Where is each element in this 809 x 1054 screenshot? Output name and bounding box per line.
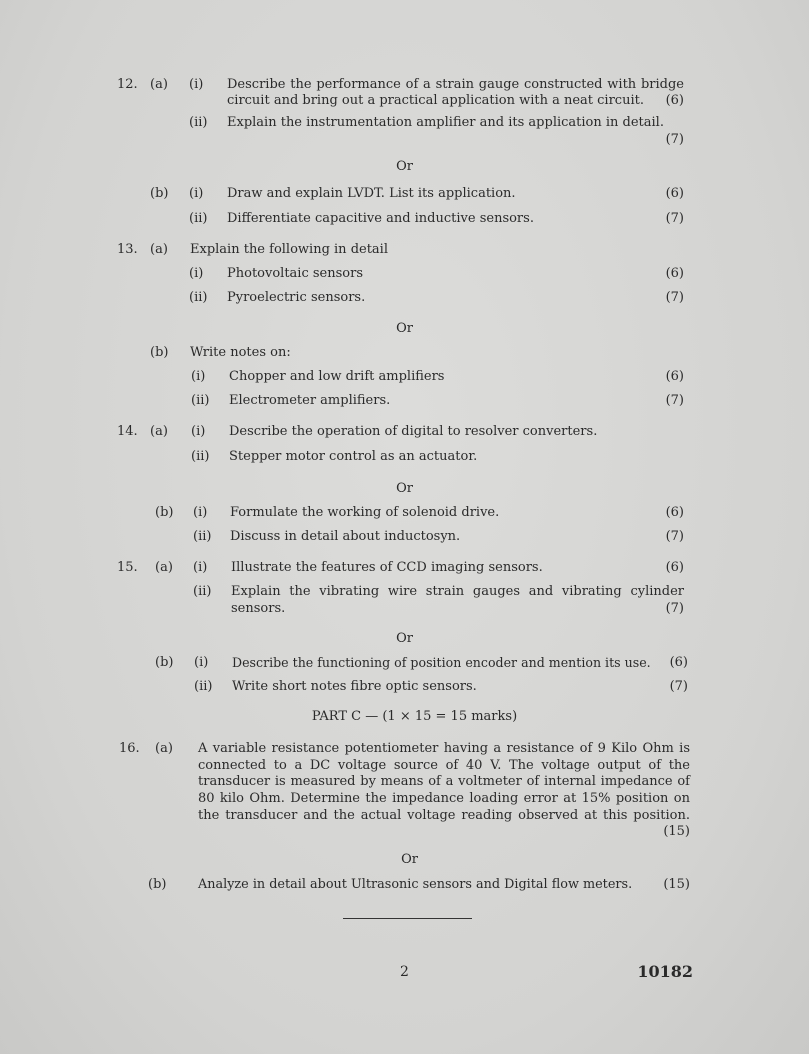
subpart-label: (ii) [189,290,208,305]
question-number: 14. [117,424,138,439]
subpart-label: (i) [189,266,204,281]
question-text: Describe the operation of digital to resolver converters. [229,424,598,439]
question-text: transducer is measured by means of a voltmeter of internal impedance of [198,774,690,789]
marks: (7) [669,679,688,694]
page-number: 2 [400,964,409,980]
marks: (6) [665,505,684,520]
part-label: (b) [155,505,174,520]
question-text: Chopper and low drift amplifiers [229,369,445,384]
subpart-label: (ii) [193,584,212,599]
part-label: (b) [150,186,169,201]
end-rule [343,918,472,919]
question-text: Analyze in detail about Ultrasonic sensors and Digital flow meters. [198,877,633,892]
subpart-label: (i) [189,77,204,92]
question-text: Formulate the working of solenoid drive. [230,505,500,520]
question-text: Discuss in detail about inductosyn. [230,529,461,544]
question-text: A variable resistance potentiometer having a resistance of 9 Kilo Ohm is [198,741,690,756]
subpart-label: (ii) [189,115,208,130]
section-heading: PART C — (1 × 15 = 15 marks) [311,709,518,724]
question-text: Write notes on: [190,345,291,360]
question-text: Stepper motor control as an actuator. [229,449,478,464]
question-text: Pyroelectric sensors. [227,290,366,305]
marks: (6) [665,266,684,281]
subpart-label: (i) [194,655,209,670]
question-text: Explain the instrumentation amplifier and its application in detail. [227,115,664,130]
question-number: 16. [119,741,140,756]
marks: (7) [665,601,684,616]
subpart-label: (ii) [194,679,213,694]
subpart-label: (i) [191,369,206,384]
question-text: Describe the performance of a strain gauge constructed with bridge [227,77,684,92]
or-separator: Or [396,159,413,174]
question-text: sensors. [231,601,286,616]
part-label: (b) [148,877,167,892]
question-text: Illustrate the features of CCD imaging sensors. [231,560,543,575]
question-text: Write short notes fibre optic sensors. [232,679,477,694]
or-separator: Or [396,321,413,336]
or-separator: Or [396,481,413,496]
question-text: Electrometer amplifiers. [229,393,391,408]
marks: (6) [665,93,684,108]
question-text: circuit and bring out a practical application with a neat circuit. [227,93,644,108]
or-separator: Or [396,631,413,646]
question-number: 15. [117,560,138,575]
marks: (15) [663,824,690,839]
question-number: 12. [117,77,138,92]
question-number: 13. [117,242,138,257]
part-label: (a) [155,741,173,756]
marks: (6) [669,655,688,670]
subpart-label: (i) [193,560,208,575]
part-label: (a) [150,242,168,257]
marks: (7) [665,393,684,408]
part-label: (a) [155,560,173,575]
marks: (7) [665,529,684,544]
part-label: (b) [155,655,174,670]
marks: (7) [665,211,684,226]
question-text: Explain the following in detail [190,242,388,257]
or-separator: Or [401,852,418,867]
marks: (7) [665,132,684,147]
subpart-label: (i) [193,505,208,520]
question-text: Draw and explain LVDT. List its application. [227,186,516,201]
subpart-label: (ii) [193,529,212,544]
subpart-label: (ii) [191,449,210,464]
question-text: Differentiate capacitive and inductive sensors. [227,211,534,226]
question-text: 80 kilo Ohm. Determine the impedance loading error at 15% position on [198,791,690,806]
part-label: (a) [150,424,168,439]
question-text: Explain the vibrating wire strain gauges and vibrating cylinder [231,584,684,599]
question-text: Photovoltaic sensors [227,266,363,281]
paper-code: 10182 [637,962,693,981]
marks: (6) [665,369,684,384]
marks: (6) [665,560,684,575]
subpart-label: (ii) [191,393,210,408]
question-text: the transducer and the actual voltage reading observed at this position. [198,808,690,823]
marks: (6) [665,186,684,201]
part-label: (a) [150,77,168,92]
subpart-label: (ii) [189,211,208,226]
question-text: connected to a DC voltage source of 40 V. The voltage output of the [198,758,690,773]
marks: (15) [663,877,690,892]
question-text: Describe the functioning of position encoder and mention its use. [232,655,651,670]
marks: (7) [665,290,684,305]
subpart-label: (i) [189,186,204,201]
part-label: (b) [150,345,169,360]
subpart-label: (i) [191,424,206,439]
